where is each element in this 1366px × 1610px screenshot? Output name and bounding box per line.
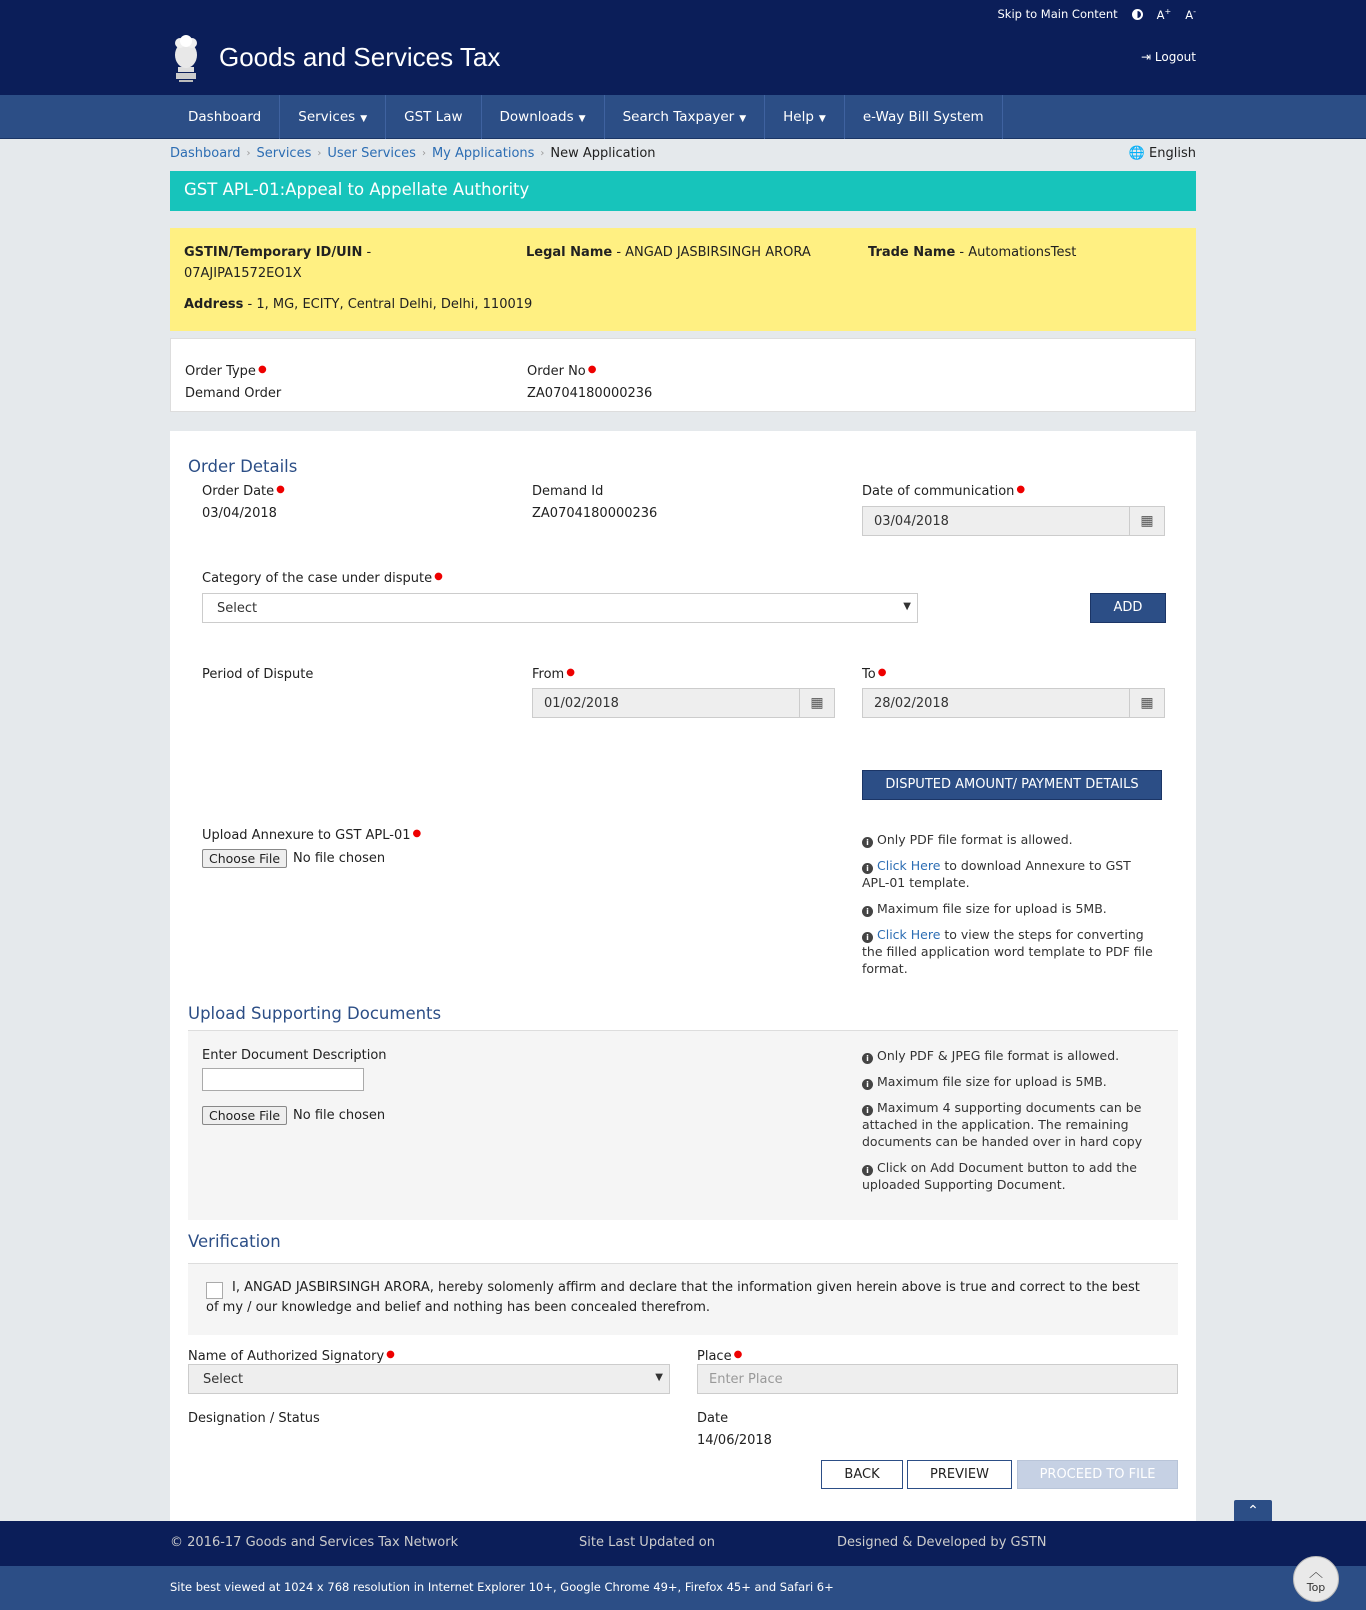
chevron-right-icon: › — [246, 148, 251, 159]
verification-panel — [188, 1263, 1178, 1335]
chevron-right-icon: › — [317, 148, 322, 159]
back-to-top-label: Top — [1306, 1581, 1326, 1594]
order-no-value: ZA0704180000236 — [527, 386, 653, 401]
application-form — [170, 431, 1196, 1521]
logout-label: Logout — [1154, 50, 1196, 64]
add-category-button[interactable]: ADD — [1090, 593, 1166, 623]
national-emblem-icon — [170, 33, 202, 85]
info-icon: i — [862, 1105, 873, 1116]
category-select-value: Select — [217, 601, 258, 616]
gstin-label: GSTIN/Temporary ID/UIN — [184, 245, 363, 260]
gstin-value: 07AJIPA1572EO1X — [184, 266, 302, 281]
order-details-heading: Order Details — [188, 457, 298, 476]
proceed-to-file-button[interactable]: PROCEED TO FILE — [1017, 1460, 1178, 1489]
caret-down-icon: ▼ — [739, 114, 747, 124]
info-icon: i — [862, 1053, 873, 1064]
order-no-label: Order No ● — [527, 364, 597, 379]
copyright-text: © 2016-17 Goods and Services Tax Network — [170, 1535, 459, 1550]
chevron-up-icon: ︿ — [1309, 1565, 1323, 1581]
no-file-text: No file chosen — [293, 1108, 386, 1123]
language-selector[interactable] — [1129, 146, 1196, 161]
dropdown-arrow-icon: ▼ — [903, 601, 911, 612]
taxpayer-info-panel — [170, 228, 1196, 331]
contrast-icon[interactable] — [1132, 9, 1143, 20]
chevron-up-icon: ⌃ — [1247, 1503, 1259, 1519]
breadcrumb-user-services[interactable]: User Services — [327, 146, 416, 161]
supporting-docs-panel — [188, 1030, 1178, 1220]
annexure-upload-label: Upload Annexure to GST APL-01 ● — [202, 828, 422, 843]
logout-icon: ⇥ — [1141, 50, 1155, 64]
nav-eway-bill[interactable] — [845, 95, 1003, 139]
date-of-communication-label: Date of communication ● — [862, 484, 1026, 499]
nav-dashboard-label: Dashboard — [188, 109, 262, 125]
annexure-info-list — [862, 831, 1162, 986]
trade-name-value: AutomationsTest — [968, 245, 1077, 260]
order-type-label: Order Type ● — [185, 364, 267, 379]
designation-label: Designation / Status — [188, 1411, 320, 1426]
info-item: i Maximum file size for upload is 5MB. — [862, 900, 1162, 917]
info-icon: i — [862, 906, 873, 917]
demand-id-label: Demand Id — [532, 484, 604, 499]
nav-services[interactable] — [280, 95, 386, 139]
info-icon: i — [862, 837, 873, 848]
info-item: i Only PDF & JPEG file format is allowed. — [862, 1047, 1162, 1064]
info-item: i Click Here to download Annexure to GST APL-01 template. — [862, 858, 1131, 890]
info-item: i Maximum file size for upload is 5MB. — [862, 1073, 1162, 1090]
to-date-input[interactable]: 28/02/2018 — [862, 688, 1130, 718]
choose-file-button[interactable]: Choose File — [202, 849, 287, 868]
breadcrumb-services[interactable]: Services — [256, 146, 312, 161]
site-updated-text: Site Last Updated on — [579, 1535, 715, 1550]
download-template-link[interactable]: Click Here — [877, 858, 941, 873]
back-to-top-button[interactable] — [1293, 1556, 1339, 1602]
language-label: English — [1149, 146, 1196, 161]
main-navigation — [0, 95, 1366, 139]
signatory-select[interactable] — [188, 1364, 670, 1394]
supporting-docs-heading: Upload Supporting Documents — [188, 1004, 442, 1023]
dropdown-arrow-icon: ▼ — [655, 1372, 663, 1383]
place-label: Place ● — [697, 1349, 743, 1364]
scroll-up-button[interactable] — [1234, 1500, 1272, 1522]
document-description-input[interactable] — [202, 1068, 364, 1091]
category-select[interactable] — [202, 593, 918, 623]
signatory-select-value: Select — [203, 1372, 244, 1387]
signatory-label: Name of Authorized Signatory ● — [188, 1349, 395, 1364]
caret-down-icon: ▼ — [360, 114, 368, 124]
preview-button[interactable]: PREVIEW — [907, 1460, 1012, 1489]
address-value: 1, MG, ECITY, Central Delhi, Delhi, 110019 — [256, 297, 533, 312]
nav-downloads-label: Downloads — [499, 109, 574, 125]
info-icon: i — [862, 1165, 873, 1176]
info-item: i Click Here to view the steps for converting the filled application word template to PDF file format. — [862, 927, 1153, 976]
verification-heading: Verification — [188, 1232, 281, 1251]
trade-name-field: Trade Name - AutomationsTest — [868, 245, 1077, 260]
order-date-label: Order Date ● — [202, 484, 285, 499]
info-icon: i — [862, 932, 873, 943]
demand-id-value: ZA0704180000236 — [532, 506, 658, 521]
page-title: GST APL-01:Appeal to Appellate Authority — [170, 171, 1196, 211]
skip-to-main-link[interactable]: Skip to Main Content — [997, 7, 1118, 22]
info-item: i Only PDF file format is allowed. — [862, 831, 1162, 848]
no-file-text: No file chosen — [293, 851, 386, 866]
place-input[interactable]: Enter Place — [697, 1364, 1178, 1394]
calendar-icon[interactable]: ▦ — [1129, 688, 1165, 718]
supporting-file-input[interactable] — [202, 1106, 385, 1125]
disputed-amount-button[interactable]: DISPUTED AMOUNT/ PAYMENT DETAILS — [862, 770, 1162, 800]
caret-down-icon: ▼ — [578, 114, 586, 124]
from-label: From ● — [532, 667, 575, 682]
category-label: Category of the case under dispute ● — [202, 571, 443, 586]
date-of-communication-input[interactable]: 03/04/2018 — [862, 506, 1130, 536]
back-button[interactable]: BACK — [821, 1460, 903, 1489]
legal-name-value: ANGAD JASBIRSINGH ARORA — [625, 245, 811, 260]
designed-by-text: Designed & Developed by GSTN — [837, 1535, 1047, 1550]
nav-eway-bill-label: e-Way Bill System — [862, 109, 984, 125]
nav-services-label: Services — [298, 109, 356, 125]
breadcrumb-current: New Application — [550, 146, 656, 161]
period-of-dispute-label: Period of Dispute — [202, 667, 314, 682]
nav-gst-law[interactable] — [386, 95, 481, 139]
address-field: Address - 1, MG, ECITY, Central Delhi, Delhi, 110019 — [184, 297, 533, 312]
info-icon: i — [862, 1079, 873, 1090]
order-type-value: Demand Order — [185, 386, 282, 401]
calendar-icon[interactable]: ▦ — [799, 688, 835, 718]
caret-down-icon: ▼ — [818, 114, 826, 124]
nav-search-taxpayer[interactable] — [605, 95, 766, 139]
top-utility-bar — [0, 0, 1366, 28]
date-value: 14/06/2018 — [697, 1433, 772, 1448]
trade-name-label: Trade Name — [868, 245, 956, 260]
gstin-field: GSTIN/Temporary ID/UIN - 07AJIPA1572EO1X — [184, 245, 372, 281]
breadcrumb-my-applications[interactable]: My Applications — [431, 146, 535, 161]
supporting-info-list — [862, 1047, 1162, 1202]
font-decrease-button[interactable]: A- — [1185, 7, 1196, 22]
nav-downloads[interactable] — [482, 95, 605, 139]
verification-text: I, ANGAD JASBIRSINGH ARORA, hereby solomenly affirm and declare that the information given herein above is true and correct to the best of my / our knowledge and belief and nothing has been concealed therefrom. — [206, 1280, 1140, 1315]
legal-name-label: Legal Name — [526, 245, 613, 260]
nav-help[interactable] — [765, 95, 845, 139]
chevron-right-icon: › — [421, 148, 426, 159]
info-icon: i — [862, 863, 873, 874]
footer-main — [0, 1521, 1366, 1566]
document-description-label: Enter Document Description — [202, 1048, 387, 1063]
date-label: Date — [697, 1411, 729, 1426]
font-increase-button[interactable]: A+ — [1156, 7, 1172, 22]
breadcrumb-dashboard[interactable]: Dashboard — [170, 146, 241, 161]
order-date-value: 03/04/2018 — [202, 506, 277, 521]
nav-help-label: Help — [783, 109, 814, 125]
calendar-icon[interactable]: ▦ — [1129, 506, 1165, 536]
from-date-input[interactable]: 01/02/2018 — [532, 688, 800, 718]
site-title[interactable]: Goods and Services Tax — [219, 42, 501, 72]
to-label: To ● — [862, 667, 887, 682]
nav-gst-law-label: GST Law — [404, 109, 463, 125]
globe-icon: 🌐 — [1128, 146, 1145, 161]
footer-bottom — [0, 1566, 1366, 1610]
order-info-panel — [170, 338, 1196, 412]
nav-dashboard[interactable] — [170, 95, 280, 139]
legal-name-field: Legal Name - ANGAD JASBIRSINGH ARORA — [526, 245, 811, 260]
logout-button[interactable] — [1141, 50, 1196, 64]
annexure-file-input[interactable] — [202, 849, 385, 868]
address-label: Address — [184, 297, 244, 312]
info-item: i Click on Add Document button to add the uploaded Supporting Document. — [862, 1160, 1137, 1192]
breadcrumb — [170, 146, 656, 162]
nav-search-taxpayer-label: Search Taxpayer — [622, 109, 735, 125]
chevron-right-icon: › — [540, 148, 545, 159]
site-header — [0, 28, 1366, 95]
conversion-steps-link[interactable]: Click Here — [877, 927, 941, 942]
info-item: i Maximum 4 supporting documents can be attached in the application. The remaining documents can be handed over in hard copy — [862, 1100, 1143, 1149]
choose-file-button[interactable]: Choose File — [202, 1106, 287, 1125]
best-viewed-text: Site best viewed at 1024 x 768 resolution in Internet Explorer 10+, Google Chrome 49+, Firefox 45+ and Safari 6+ — [170, 1580, 834, 1594]
